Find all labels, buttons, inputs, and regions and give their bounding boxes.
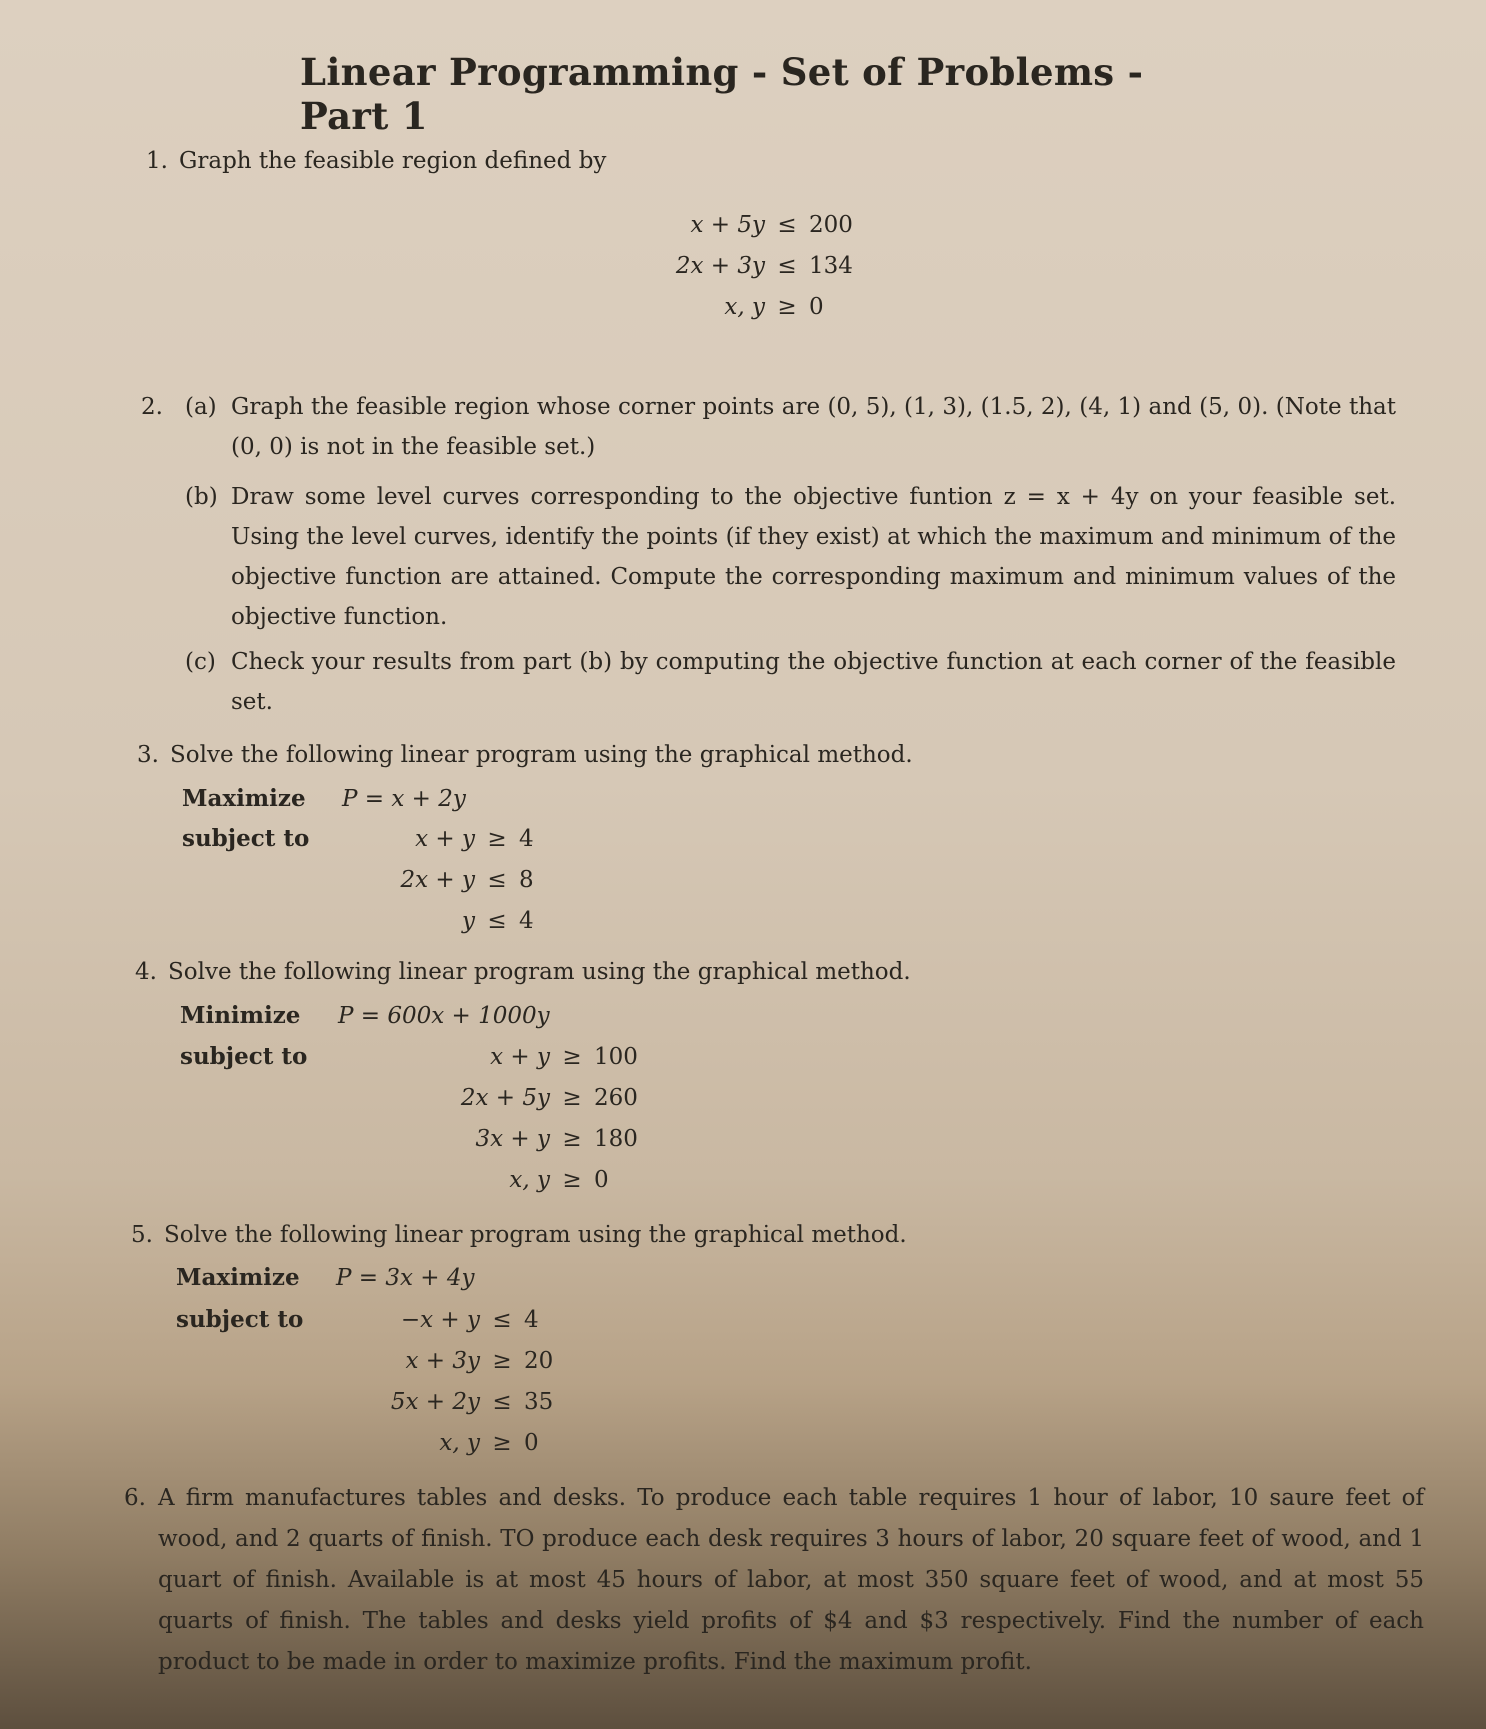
problem-5-objective: P = 3x + 4y [336, 1265, 475, 1291]
problem-5-number: 5. [131, 1222, 153, 1248]
problem-2b-text: Draw some level curves corresponding to the objective funtion z = x + 4y on your feasible set. Using the level curves, identify the points (if they exist) at which the maximum and minimum of the objective function are attained. Compute the corresponding maximum and minimum values of the objective function. [231, 484, 1396, 630]
problem-3-subject-to: subject to [182, 825, 310, 852]
problem-2-number: 2. [141, 394, 163, 420]
constraint-row: x, y ≥ 0 [439, 1430, 539, 1456]
constraint-row: x + 3y ≥ 20 [405, 1348, 554, 1374]
constraint-row: 3x + y ≥ 180 [475, 1126, 638, 1152]
problem-2c-label: (c) [185, 649, 216, 675]
problem-4-subject-to: subject to [180, 1043, 308, 1070]
constraint-row: x + y ≥ 100 [490, 1044, 638, 1070]
problem-2a-label: (a) [185, 394, 217, 420]
problem-5-objective-word: Maximize [176, 1264, 300, 1291]
problem-2a-text: Graph the feasible region whose corner points are (0, 5), (1, 3), (1.5, 2), (4, 1) and (5, 0). (Note that (0, 0) is not in the feasible set.) [231, 394, 1396, 460]
problem-1-text: Graph the feasible region defined by [179, 148, 607, 174]
problem-6-text: A firm manufactures tables and desks. To produce each table requires 1 hour of labor, 10 saure feet of wood, and 2 quarts of finish. TO produce each desk requires 3 hours of labor, 20 square feet of wood, and 1 quart of finish. Available is at most 45 hours of labor, at most 350 square feet of wood, and at most 55 quarts of finish. The tables and desks yield profits of $4 and $3 respectively. Find the number of each product to be made in order to maximize profits. Find the maximum profit. [158, 1485, 1424, 1675]
constraint-row: 2x + 5y ≥ 260 [460, 1085, 638, 1111]
constraint-row: y ≤ 4 [462, 908, 534, 934]
problem-4-text: Solve the following linear program using the graphical method. [168, 959, 911, 985]
problem-3-objective: P = x + 2y [342, 786, 466, 812]
problem-3-constraints [385, 819, 534, 942]
problem-4-objective: P = 600x + 1000y [338, 1003, 550, 1029]
problem-4-number: 4. [135, 959, 157, 985]
problem-1-constraints [640, 205, 853, 328]
problem-3-text: Solve the following linear program using the graphical method. [170, 742, 913, 768]
problem-4-constraints [440, 1037, 638, 1201]
constraint-row: x + y ≥ 4 [415, 826, 534, 852]
page-title: Linear Programming - Set of Problems - Part 1 [300, 50, 1144, 138]
problem-2b-label: (b) [185, 484, 218, 510]
constraint-row: −x + y ≤ 4 [400, 1307, 539, 1333]
problem-5-constraints [380, 1300, 553, 1464]
problem-6-number: 6. [124, 1485, 146, 1511]
constraint-row: 5x + 2y ≤ 35 [390, 1389, 554, 1415]
constraint-row: 2x + 3y ≤ 134 [675, 253, 853, 279]
problem-5-text: Solve the following linear program using the graphical method. [164, 1222, 907, 1248]
problem-3-objective-word: Maximize [182, 785, 306, 812]
constraint-row: x + 5y ≤ 200 [690, 212, 853, 238]
constraint-row: x, y ≥ 0 [509, 1167, 609, 1193]
problem-1-number: 1. [146, 148, 168, 174]
problem-4-objective-word: Minimize [180, 1002, 301, 1029]
problem-5-subject-to: subject to [176, 1306, 304, 1333]
problem-3-number: 3. [137, 742, 159, 768]
problem-2c-text: Check your results from part (b) by computing the objective function at each corner of the feasible set. [231, 649, 1396, 715]
constraint-row: 2x + y ≤ 8 [400, 867, 534, 893]
constraint-row: x, y ≥ 0 [724, 294, 824, 320]
